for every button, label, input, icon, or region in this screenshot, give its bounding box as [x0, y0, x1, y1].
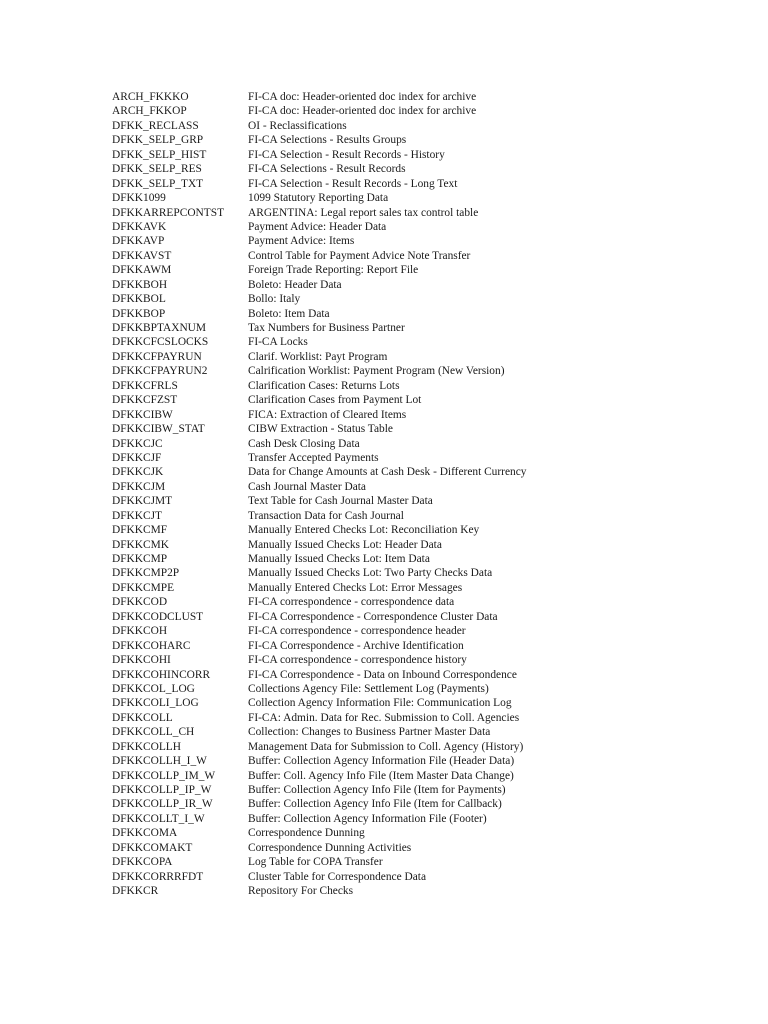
table-description: Buffer: Collection Agency Info File (Item for Callback): [248, 798, 502, 811]
table-row: [112, 321, 732, 335]
table-name: DFKK_SELP_HIST: [112, 148, 207, 161]
table-row: [112, 335, 732, 349]
table-row: [112, 263, 732, 277]
table-row: [112, 451, 732, 465]
table-name: DFKKBOH: [112, 278, 168, 291]
table-description: Manually Issued Checks Lot: Item Data: [248, 553, 430, 565]
table-description: OI - Reclassifications: [248, 119, 347, 132]
table-name: DFKK_SELP_GRP: [112, 134, 204, 147]
table-row: [112, 855, 732, 869]
table-name: DFKKARREPCONTST: [112, 206, 225, 219]
table-name: DFKKCODCLUST: [112, 610, 204, 623]
table-row: [112, 307, 732, 321]
table-name: DFKKCORRRFDT: [112, 870, 204, 883]
table-row: [112, 494, 732, 508]
table-row: [112, 740, 732, 754]
table-name: DFKKCFPAYRUN2: [112, 365, 208, 378]
table-description: Cash Journal Master Data: [248, 480, 366, 493]
table-name: DFKKCJM: [112, 480, 166, 493]
table-row: [112, 841, 732, 855]
table-row: [112, 711, 732, 725]
table-row: [112, 148, 732, 162]
table-description: Buffer: Collection Agency Information File (Footer): [248, 812, 487, 825]
table-description: Manually Entered Checks Lot: Reconciliation Key: [248, 524, 480, 537]
table-row: [112, 422, 732, 436]
table-description: Control Table for Payment Advice Note Transfer: [248, 249, 471, 262]
table-description: FI-CA correspondence - correspondence history: [248, 654, 467, 667]
table-description: Cluster Table for Correspondence Data: [248, 870, 427, 883]
table-row: [112, 725, 732, 739]
table-name: DFKKCOLLP_IP_W: [112, 784, 212, 796]
table-name: DFKKCOHINCORR: [112, 668, 211, 681]
table-name: DFKKCR: [112, 885, 159, 898]
table-row: [112, 249, 732, 263]
table-row: [112, 278, 732, 292]
table-name: DFKKCOMA: [112, 827, 178, 840]
table-name: DFKKCOHI: [112, 654, 171, 667]
table-description: Buffer: Coll. Agency Info File (Item Master Data Change): [248, 769, 514, 782]
table-name: DFKK_SELP_RES: [112, 163, 202, 176]
table-name: DFKKCJK: [112, 466, 164, 479]
table-name: DFKKCJMT: [112, 495, 173, 508]
table-name: DFKKCOMAKT: [112, 841, 193, 854]
table-name: DFKKCJT: [112, 509, 163, 522]
table-description: Collections Agency File: Settlement Log (Payments): [248, 682, 489, 695]
table-description: Text Table for Cash Journal Master Data: [248, 495, 433, 508]
table-description: Payment Advice: Items: [248, 235, 355, 248]
table-description: Collection Agency Information File: Communication Log: [248, 697, 512, 710]
table-description: Collection: Changes to Business Partner Master Data: [248, 726, 491, 739]
table-description: Transfer Accepted Payments: [248, 451, 379, 464]
table-name: DFKKAWM: [112, 264, 172, 277]
table-row: [112, 119, 732, 133]
table-description: Tax Numbers for Business Partner: [248, 322, 405, 334]
table-name: DFKKAVP: [112, 235, 165, 248]
table-name: DFKKCIBW: [112, 408, 173, 421]
table-description: Manually Entered Checks Lot: Error Messages: [248, 581, 463, 594]
table-name: DFKKCFPAYRUN: [112, 350, 202, 363]
table-name: DFKKCOLL: [112, 711, 173, 724]
table-description: Calrification Worklist: Payment Program (New Version): [248, 365, 505, 378]
table-name: DFKKCOLI_LOG: [112, 697, 199, 710]
table-row: [112, 682, 732, 696]
table-row: [112, 624, 732, 638]
table-description: 1099 Statutory Reporting Data: [248, 192, 389, 205]
table-row: [112, 552, 732, 566]
table-description: FI-CA Selection - Result Records - Long Text: [248, 177, 458, 190]
table-description: FI-CA Selections - Results Groups: [248, 134, 407, 147]
table-description: Clarification Cases: Returns Lots: [248, 379, 400, 392]
table-name: DFKKBPTAXNUM: [112, 322, 207, 334]
table-name: DFKKCFRLS: [112, 379, 178, 392]
table-row: [112, 754, 732, 768]
table-name: DFKKCMK: [112, 538, 169, 551]
table-name: DFKKCIBW_STAT: [112, 423, 205, 436]
table-name: DFKKCJF: [112, 451, 162, 464]
table-row: [112, 696, 732, 710]
table-name: DFKKCOHARC: [112, 639, 191, 652]
table-description: FI-CA Correspondence - Correspondence Cluster Data: [248, 610, 498, 623]
table-row: [112, 408, 732, 422]
table-description: Clarif. Worklist: Payt Program: [248, 350, 388, 363]
table-name: DFKKCFZST: [112, 394, 178, 407]
table-row: [112, 480, 732, 494]
table-description: Management Data for Submission to Coll. Agency (History): [248, 740, 524, 753]
table-row: [112, 870, 732, 884]
table-description: Manually Issued Checks Lot: Two Party Checks Data: [248, 567, 493, 580]
table-row: [112, 566, 732, 580]
table-row: [112, 379, 732, 393]
table-description: Payment Advice: Header Data: [248, 220, 387, 233]
table-row: [112, 595, 732, 609]
table-name: DFKKCOLLH_I_W: [112, 755, 207, 768]
table-name: DFKKAVST: [112, 249, 172, 262]
table-row: [112, 104, 732, 118]
table-row: [112, 465, 732, 479]
table-name: DFKKCOL_LOG: [112, 682, 195, 695]
table-row: [112, 769, 732, 783]
table-name: DFKKCJC: [112, 437, 163, 450]
table-description: FI-CA correspondence - correspondence header: [248, 625, 466, 638]
table-description: Correspondence Dunning Activities: [248, 841, 412, 854]
table-description: FICA: Extraction of Cleared Items: [248, 408, 407, 421]
table-description: FI-CA Locks: [248, 336, 308, 349]
table-description: Buffer: Collection Agency Information File (Header Data): [248, 755, 515, 768]
table-row: [112, 509, 732, 523]
table-row: [112, 350, 732, 364]
table-description: Correspondence Dunning: [248, 827, 365, 840]
table-description: Boleto: Header Data: [248, 278, 342, 291]
table-row: [112, 783, 732, 797]
table-name: DFKKCOLLT_I_W: [112, 812, 205, 825]
table-row: [112, 610, 732, 624]
table-name: DFKKCOD: [112, 596, 168, 609]
table-name: DFKKCOLL_CH: [112, 726, 195, 739]
table-row: [112, 220, 732, 234]
table-row: [112, 191, 732, 205]
table-description: Clarification Cases from Payment Lot: [248, 394, 422, 407]
table-name: DFKKCOLLP_IM_W: [112, 769, 216, 782]
table-description: FI-CA doc: Header-oriented doc index for archive: [248, 105, 477, 118]
table-row: [112, 639, 732, 653]
table-row: [112, 234, 732, 248]
table-name: DFKKCOH: [112, 625, 168, 638]
table-description: FI-CA Selection - Result Records - History: [248, 148, 445, 161]
table-description: Log Table for COPA Transfer: [248, 856, 383, 869]
table-name: ARCH_FKKOP: [112, 105, 187, 118]
table-name: DFKKCMP: [112, 553, 168, 565]
table-row: [112, 437, 732, 451]
table-list: [112, 90, 732, 899]
table-name: DFKKAVK: [112, 220, 167, 233]
table-row: [112, 364, 732, 378]
table-row: [112, 133, 732, 147]
table-name: DFKKBOL: [112, 293, 166, 306]
table-description: Bollo: Italy: [248, 293, 301, 306]
table-name: DFKK_RECLASS: [112, 119, 199, 132]
table-description: FI-CA Correspondence - Archive Identification: [248, 639, 464, 652]
table-row: [112, 797, 732, 811]
table-row: [112, 884, 732, 898]
table-description: ARGENTINA: Legal report sales tax control table: [248, 206, 479, 219]
table-name: DFKKCOPA: [112, 856, 173, 869]
table-row: [112, 177, 732, 191]
table-description: Buffer: Collection Agency Info File (Item for Payments): [248, 784, 506, 796]
table-row: [112, 162, 732, 176]
table-name: DFKKCOLLP_IR_W: [112, 798, 213, 811]
table-row: [112, 653, 732, 667]
table-name: DFKK_SELP_TXT: [112, 177, 204, 190]
table-row: [112, 206, 732, 220]
table-name: DFKKCMPE: [112, 581, 175, 594]
table-row: [112, 826, 732, 840]
table-description: Data for Change Amounts at Cash Desk - Different Currency: [248, 466, 527, 479]
table-description: CIBW Extraction - Status Table: [248, 423, 393, 436]
table-row: [112, 523, 732, 537]
table-row: [112, 292, 732, 306]
table-description: FI-CA: Admin. Data for Rec. Submission to Coll. Agencies: [248, 711, 520, 724]
table-row: [112, 812, 732, 826]
table-name: DFKKBOP: [112, 307, 166, 320]
table-description: FI-CA correspondence - correspondence data: [248, 596, 455, 609]
table-description: FI-CA doc: Header-oriented doc index for archive: [248, 91, 477, 103]
table-row: [112, 90, 732, 104]
table-description: Cash Desk Closing Data: [248, 437, 360, 450]
table-description: Transaction Data for Cash Journal: [248, 509, 404, 522]
table-name: DFKKCFCSLOCKS: [112, 336, 209, 349]
table-row: [112, 393, 732, 407]
table-description: Manually Issued Checks Lot: Header Data: [248, 538, 442, 551]
table-name: DFKK1099: [112, 192, 166, 205]
table-description: FI-CA Selections - Result Records: [248, 163, 406, 176]
table-row: [112, 538, 732, 552]
table-description: Boleto: Item Data: [248, 307, 330, 320]
table-name: DFKKCOLLH: [112, 740, 181, 753]
table-name: ARCH_FKKKO: [112, 91, 189, 103]
table-name: DFKKCMP2P: [112, 567, 180, 580]
table-description: Repository For Checks: [248, 885, 354, 898]
table-description: FI-CA Correspondence - Data on Inbound Correspondence: [248, 668, 517, 681]
table-row: [112, 581, 732, 595]
table-name: DFKKCMF: [112, 524, 168, 537]
table-description: Foreign Trade Reporting: Report File: [248, 264, 419, 277]
table-row: [112, 668, 732, 682]
